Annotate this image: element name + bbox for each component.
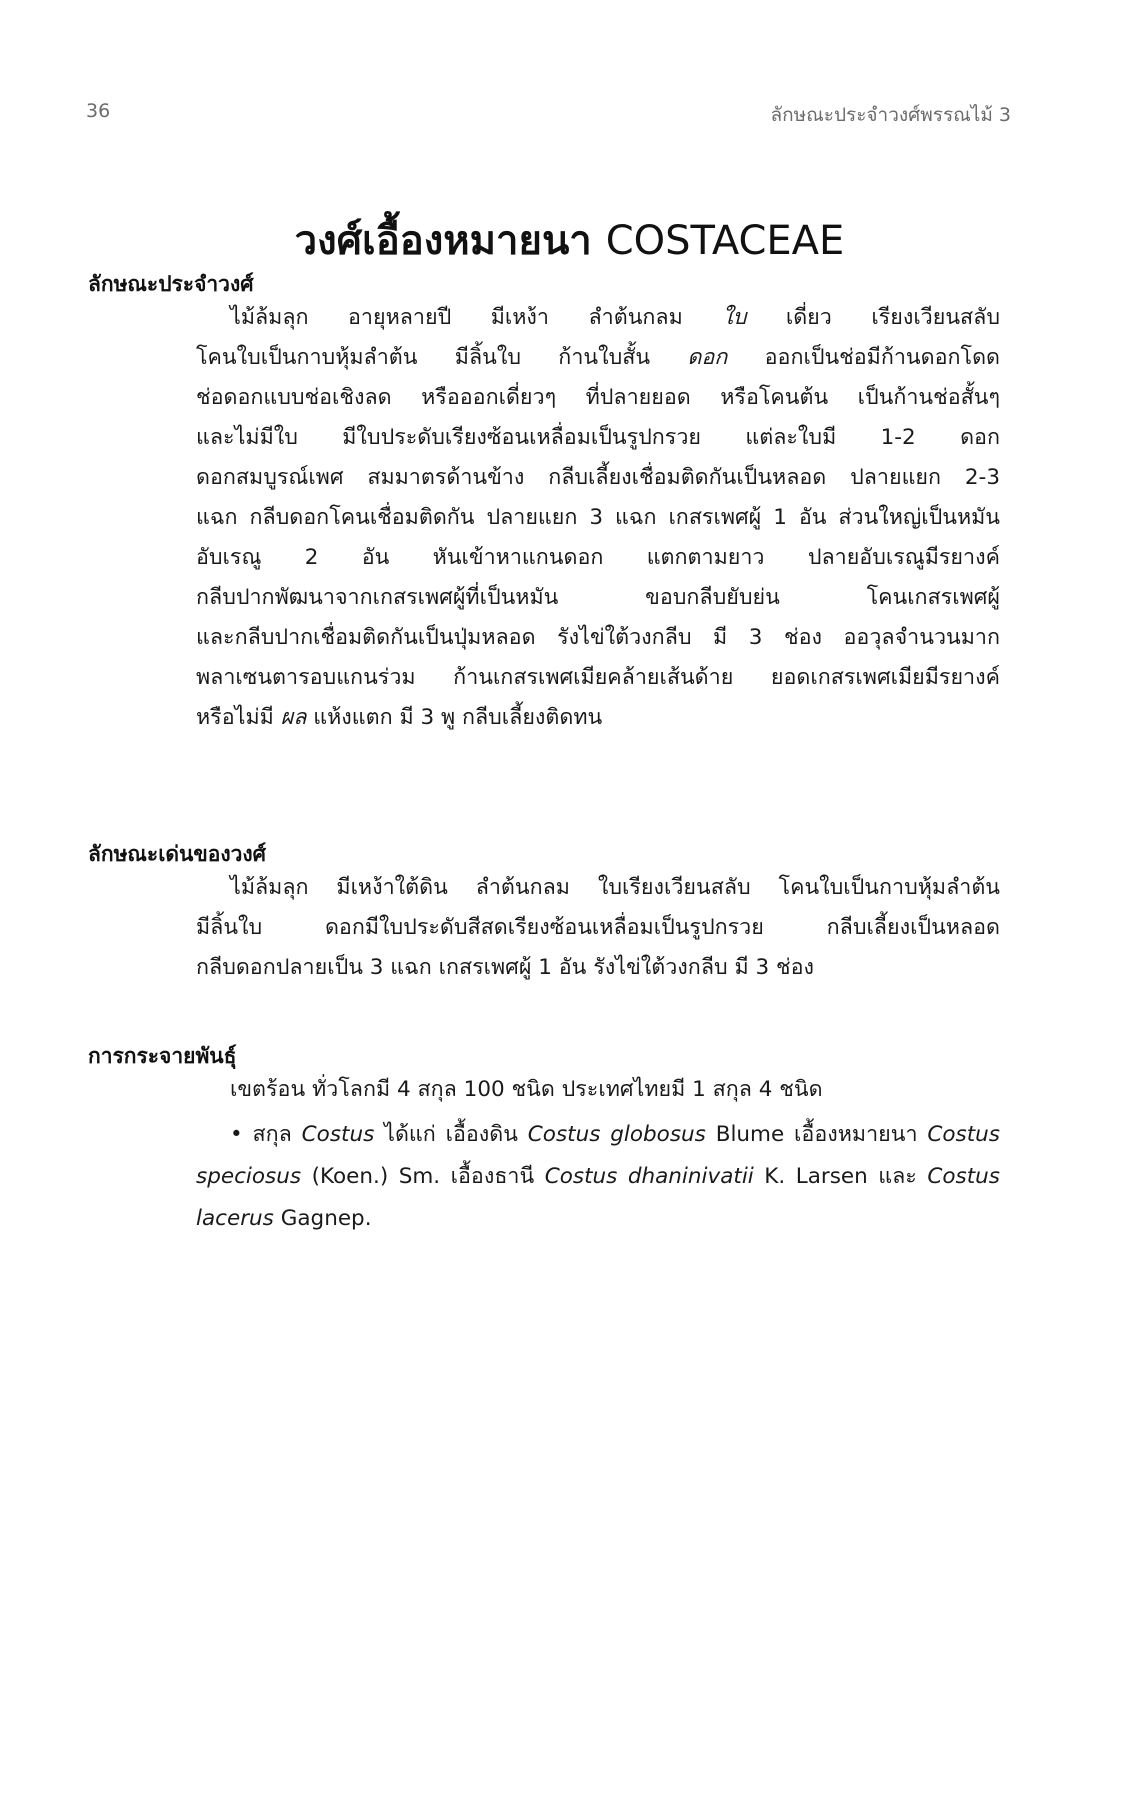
text-line: speciosus (Koen.) Sm. เอื้องธานี Costus dhaninivatii K. Larsen และ Costus: [196, 1164, 1000, 1189]
text-line: • สกุล Costus ได้แก่ เอื้องดิน Costus globosus Blume เอื้องหมายนา Costus: [230, 1122, 1000, 1147]
text-line: กลีบดอกปลายเป็น 3 แฉก เกสรเพศผู้ 1 อัน รังไข่ใต้วงกลีบ มี 3 ช่อง: [196, 955, 814, 980]
text-line: พลาเซนตารอบแกนร่วม ก้านเกสรเพศเมียคล้ายเส้นด้าย ยอดเกสรเพศเมียมีรยางค์: [196, 665, 1000, 690]
title-thai: วงศ์เอื้องหมายนา: [294, 218, 592, 264]
text-line: โคนใบเป็นกาบหุ้มลำต้น มีลิ้นใบ ก้านใบสั้น ดอก ออกเป็นช่อมีก้านดอกโดด: [196, 345, 1000, 370]
running-title: ลักษณะประจำวงศ์พรรณไม้ 3: [770, 104, 1011, 126]
text-line: lacerus Gagnep.: [196, 1206, 372, 1231]
page-number: 36: [86, 100, 111, 122]
distribution-paragraph: [196, 1070, 1000, 1110]
genus-paragraph: [196, 1114, 1000, 1240]
distinctive-paragraph: [196, 868, 1000, 988]
heading-distribution: การกระจายพันธุ์: [88, 1044, 237, 1068]
text-line: อับเรณู 2 อัน หันเข้าหาแกนดอก แตกตามยาว ปลายอับเรณูมีรยางค์: [196, 545, 1000, 570]
text-line: แฉก กลีบดอกโคนเชื่อมติดกัน ปลายแยก 3 แฉก เกสรเพศผู้ 1 อัน ส่วนใหญ่เป็นหมัน: [196, 505, 1000, 530]
heading-characteristics: ลักษณะประจำวงศ์: [88, 272, 254, 296]
text-line: หรือไม่มี ผล แห้งแตก มี 3 พู กลีบเลี้ยงติดทน: [196, 705, 603, 730]
title-latin: COSTACEAE: [605, 218, 845, 264]
text-line: มีลิ้นใบ ดอกมีใบประดับสีสดเรียงซ้อนเหลื่อมเป็นรูปกรวย กลีบเลี้ยงเป็นหลอด: [196, 915, 1000, 940]
characteristics-paragraph: [196, 298, 1000, 738]
text-line: และไม่มีใบ มีใบประดับเรียงซ้อนเหลื่อมเป็นรูปกรวย แต่ละใบมี 1-2 ดอก: [196, 425, 1000, 450]
text-line: ช่อดอกแบบช่อเชิงลด หรือออกเดี่ยวๆ ที่ปลายยอด หรือโคนต้น เป็นก้านช่อสั้นๆ: [196, 385, 1000, 410]
text-line: กลีบปากพัฒนาจากเกสรเพศผู้ที่เป็นหมัน ขอบกลีบยับย่น โคนเกสรเพศผู้: [196, 585, 1000, 610]
text-line: ไม้ล้มลุก มีเหง้าใต้ดิน ลำต้นกลม ใบเรียงเวียนสลับ โคนใบเป็นกาบหุ้มลำต้น: [230, 875, 1000, 900]
text-line: ไม้ล้มลุก อายุหลายปี มีเหง้า ลำต้นกลม ใบ เดี่ยว เรียงเวียนสลับ: [230, 305, 1000, 330]
running-header: [86, 100, 1011, 130]
text-line: และกลีบปากเชื่อมติดกันเป็นปุ่มหลอด รังไข่ใต้วงกลีบ มี 3 ช่อง ออวุลจำนวนมาก: [196, 625, 1000, 650]
text-line: เขตร้อน ทั่วโลกมี 4 สกุล 100 ชนิด ประเทศไทยมี 1 สกุล 4 ชนิด: [230, 1077, 823, 1102]
text-line: ดอกสมบูรณ์เพศ สมมาตรด้านข้าง กลีบเลี้ยงเชื่อมติดกันเป็นหลอด ปลายแยก 2-3: [196, 465, 1000, 490]
page-title: [0, 208, 1139, 272]
heading-distinctive: ลักษณะเด่นของวงศ์: [88, 842, 266, 866]
